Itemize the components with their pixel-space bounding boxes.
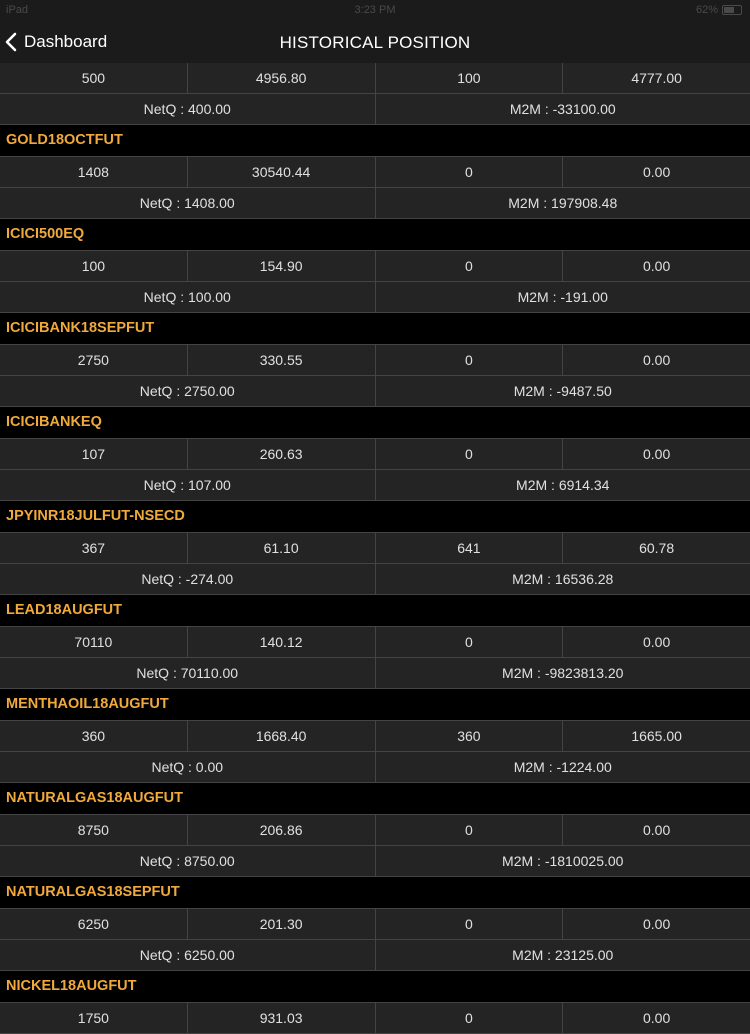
buy-price: 140.12 — [188, 627, 376, 657]
sell-price: 0.00 — [563, 345, 750, 375]
m2m-value: M2M : 197908.48 — [376, 188, 750, 218]
summary-row — [0, 564, 750, 595]
battery-percent: 62% — [696, 4, 718, 16]
sell-qty: 0 — [376, 627, 564, 657]
sell-qty: 0 — [376, 439, 564, 469]
net-qty: NetQ : 6250.00 — [0, 940, 376, 970]
buy-qty: 100 — [0, 251, 188, 281]
position-block[interactable] — [0, 971, 750, 1034]
position-block[interactable] — [0, 407, 750, 501]
sell-qty: 0 — [376, 815, 564, 845]
sell-qty: 641 — [376, 533, 564, 563]
buy-qty: 1750 — [0, 1003, 188, 1033]
buy-price: 61.10 — [188, 533, 376, 563]
symbol-name: NATURALGAS18AUGFUT — [0, 783, 750, 815]
positions-list[interactable] — [0, 63, 750, 1000]
buy-qty: 6250 — [0, 909, 188, 939]
sell-price: 0.00 — [563, 1003, 750, 1033]
net-qty: NetQ : 8750.00 — [0, 846, 376, 876]
summary-row — [0, 94, 750, 125]
page-title: HISTORICAL POSITION — [0, 33, 750, 53]
summary-row — [0, 940, 750, 971]
buy-price: 330.55 — [188, 345, 376, 375]
symbol-name: JPYINR18JULFUT-NSECD — [0, 501, 750, 533]
trade-row — [0, 439, 750, 470]
buy-qty: 360 — [0, 721, 188, 751]
sell-qty: 0 — [376, 251, 564, 281]
sell-qty: 0 — [376, 345, 564, 375]
buy-price: 201.30 — [188, 909, 376, 939]
net-qty: NetQ : 100.00 — [0, 282, 376, 312]
sell-qty: 100 — [376, 63, 564, 93]
buy-price: 154.90 — [188, 251, 376, 281]
net-qty: NetQ : 1408.00 — [0, 188, 376, 218]
trade-row — [0, 533, 750, 564]
sell-price: 0.00 — [563, 157, 750, 187]
buy-price: 1668.40 — [188, 721, 376, 751]
buy-price: 260.63 — [188, 439, 376, 469]
net-qty: NetQ : -274.00 — [0, 564, 376, 594]
device-label: iPad — [6, 4, 28, 16]
positions-container — [0, 125, 750, 1034]
symbol-name: ICICIBANKEQ — [0, 407, 750, 439]
position-block[interactable] — [0, 313, 750, 407]
trade-row — [0, 63, 750, 94]
position-block — [0, 63, 750, 125]
summary-row — [0, 282, 750, 313]
m2m-value: M2M : -1224.00 — [376, 752, 750, 782]
summary-row — [0, 188, 750, 219]
sell-price: 0.00 — [563, 251, 750, 281]
sell-qty: 0 — [376, 909, 564, 939]
buy-qty: 500 — [0, 63, 188, 93]
summary-row — [0, 376, 750, 407]
summary-row — [0, 658, 750, 689]
sell-price: 0.00 — [563, 627, 750, 657]
buy-qty: 2750 — [0, 345, 188, 375]
position-block[interactable] — [0, 219, 750, 313]
position-block[interactable] — [0, 125, 750, 219]
trade-row — [0, 1003, 750, 1034]
sell-price: 0.00 — [563, 439, 750, 469]
buy-qty: 367 — [0, 533, 188, 563]
sell-qty: 0 — [376, 1003, 564, 1033]
summary-row — [0, 470, 750, 501]
buy-qty: 70110 — [0, 627, 188, 657]
net-qty: NetQ : 0.00 — [0, 752, 376, 782]
m2m-value: M2M : -9823813.20 — [376, 658, 750, 688]
battery-icon — [722, 5, 742, 15]
symbol-name: ICICIBANK18SEPFUT — [0, 313, 750, 345]
nav-bar — [0, 22, 750, 63]
back-label: Dashboard — [24, 32, 107, 52]
net-qty: NetQ : 70110.00 — [0, 658, 376, 688]
status-right — [696, 4, 742, 16]
buy-price: 931.03 — [188, 1003, 376, 1033]
sell-price: 0.00 — [563, 909, 750, 939]
trade-row — [0, 157, 750, 188]
summary-row — [0, 846, 750, 877]
net-qty: NetQ : 107.00 — [0, 470, 376, 500]
m2m-value: M2M : 23125.00 — [376, 940, 750, 970]
m2m-value: M2M : 16536.28 — [376, 564, 750, 594]
buy-qty: 107 — [0, 439, 188, 469]
trade-row — [0, 909, 750, 940]
net-qty: NetQ : 400.00 — [0, 94, 376, 124]
m2m-value: M2M : -191.00 — [376, 282, 750, 312]
symbol-name: NICKEL18AUGFUT — [0, 971, 750, 1003]
position-block[interactable] — [0, 595, 750, 689]
trade-row — [0, 721, 750, 752]
position-block[interactable] — [0, 689, 750, 783]
summary-row — [0, 752, 750, 783]
position-block[interactable] — [0, 783, 750, 877]
trade-row — [0, 627, 750, 658]
m2m-value: M2M : -33100.00 — [376, 94, 750, 124]
sell-price: 1665.00 — [563, 721, 750, 751]
status-bar — [0, 0, 750, 22]
position-block[interactable] — [0, 501, 750, 595]
sell-price: 4777.00 — [563, 63, 750, 93]
sell-price: 0.00 — [563, 815, 750, 845]
symbol-name: NATURALGAS18SEPFUT — [0, 877, 750, 909]
sell-qty: 0 — [376, 157, 564, 187]
net-qty: NetQ : 2750.00 — [0, 376, 376, 406]
position-block[interactable] — [0, 877, 750, 971]
buy-qty: 1408 — [0, 157, 188, 187]
sell-qty: 360 — [376, 721, 564, 751]
symbol-name: LEAD18AUGFUT — [0, 595, 750, 627]
symbol-name: GOLD18OCTFUT — [0, 125, 750, 157]
symbol-name: ICICI500EQ — [0, 219, 750, 251]
m2m-value: M2M : -9487.50 — [376, 376, 750, 406]
m2m-value: M2M : -1810025.00 — [376, 846, 750, 876]
status-time: 3:23 PM — [0, 4, 750, 16]
symbol-name: MENTHAOIL18AUGFUT — [0, 689, 750, 721]
buy-price: 30540.44 — [188, 157, 376, 187]
buy-qty: 8750 — [0, 815, 188, 845]
trade-row — [0, 345, 750, 376]
trade-row — [0, 251, 750, 282]
trade-row — [0, 815, 750, 846]
buy-price: 4956.80 — [188, 63, 376, 93]
sell-price: 60.78 — [563, 533, 750, 563]
m2m-value: M2M : 6914.34 — [376, 470, 750, 500]
buy-price: 206.86 — [188, 815, 376, 845]
